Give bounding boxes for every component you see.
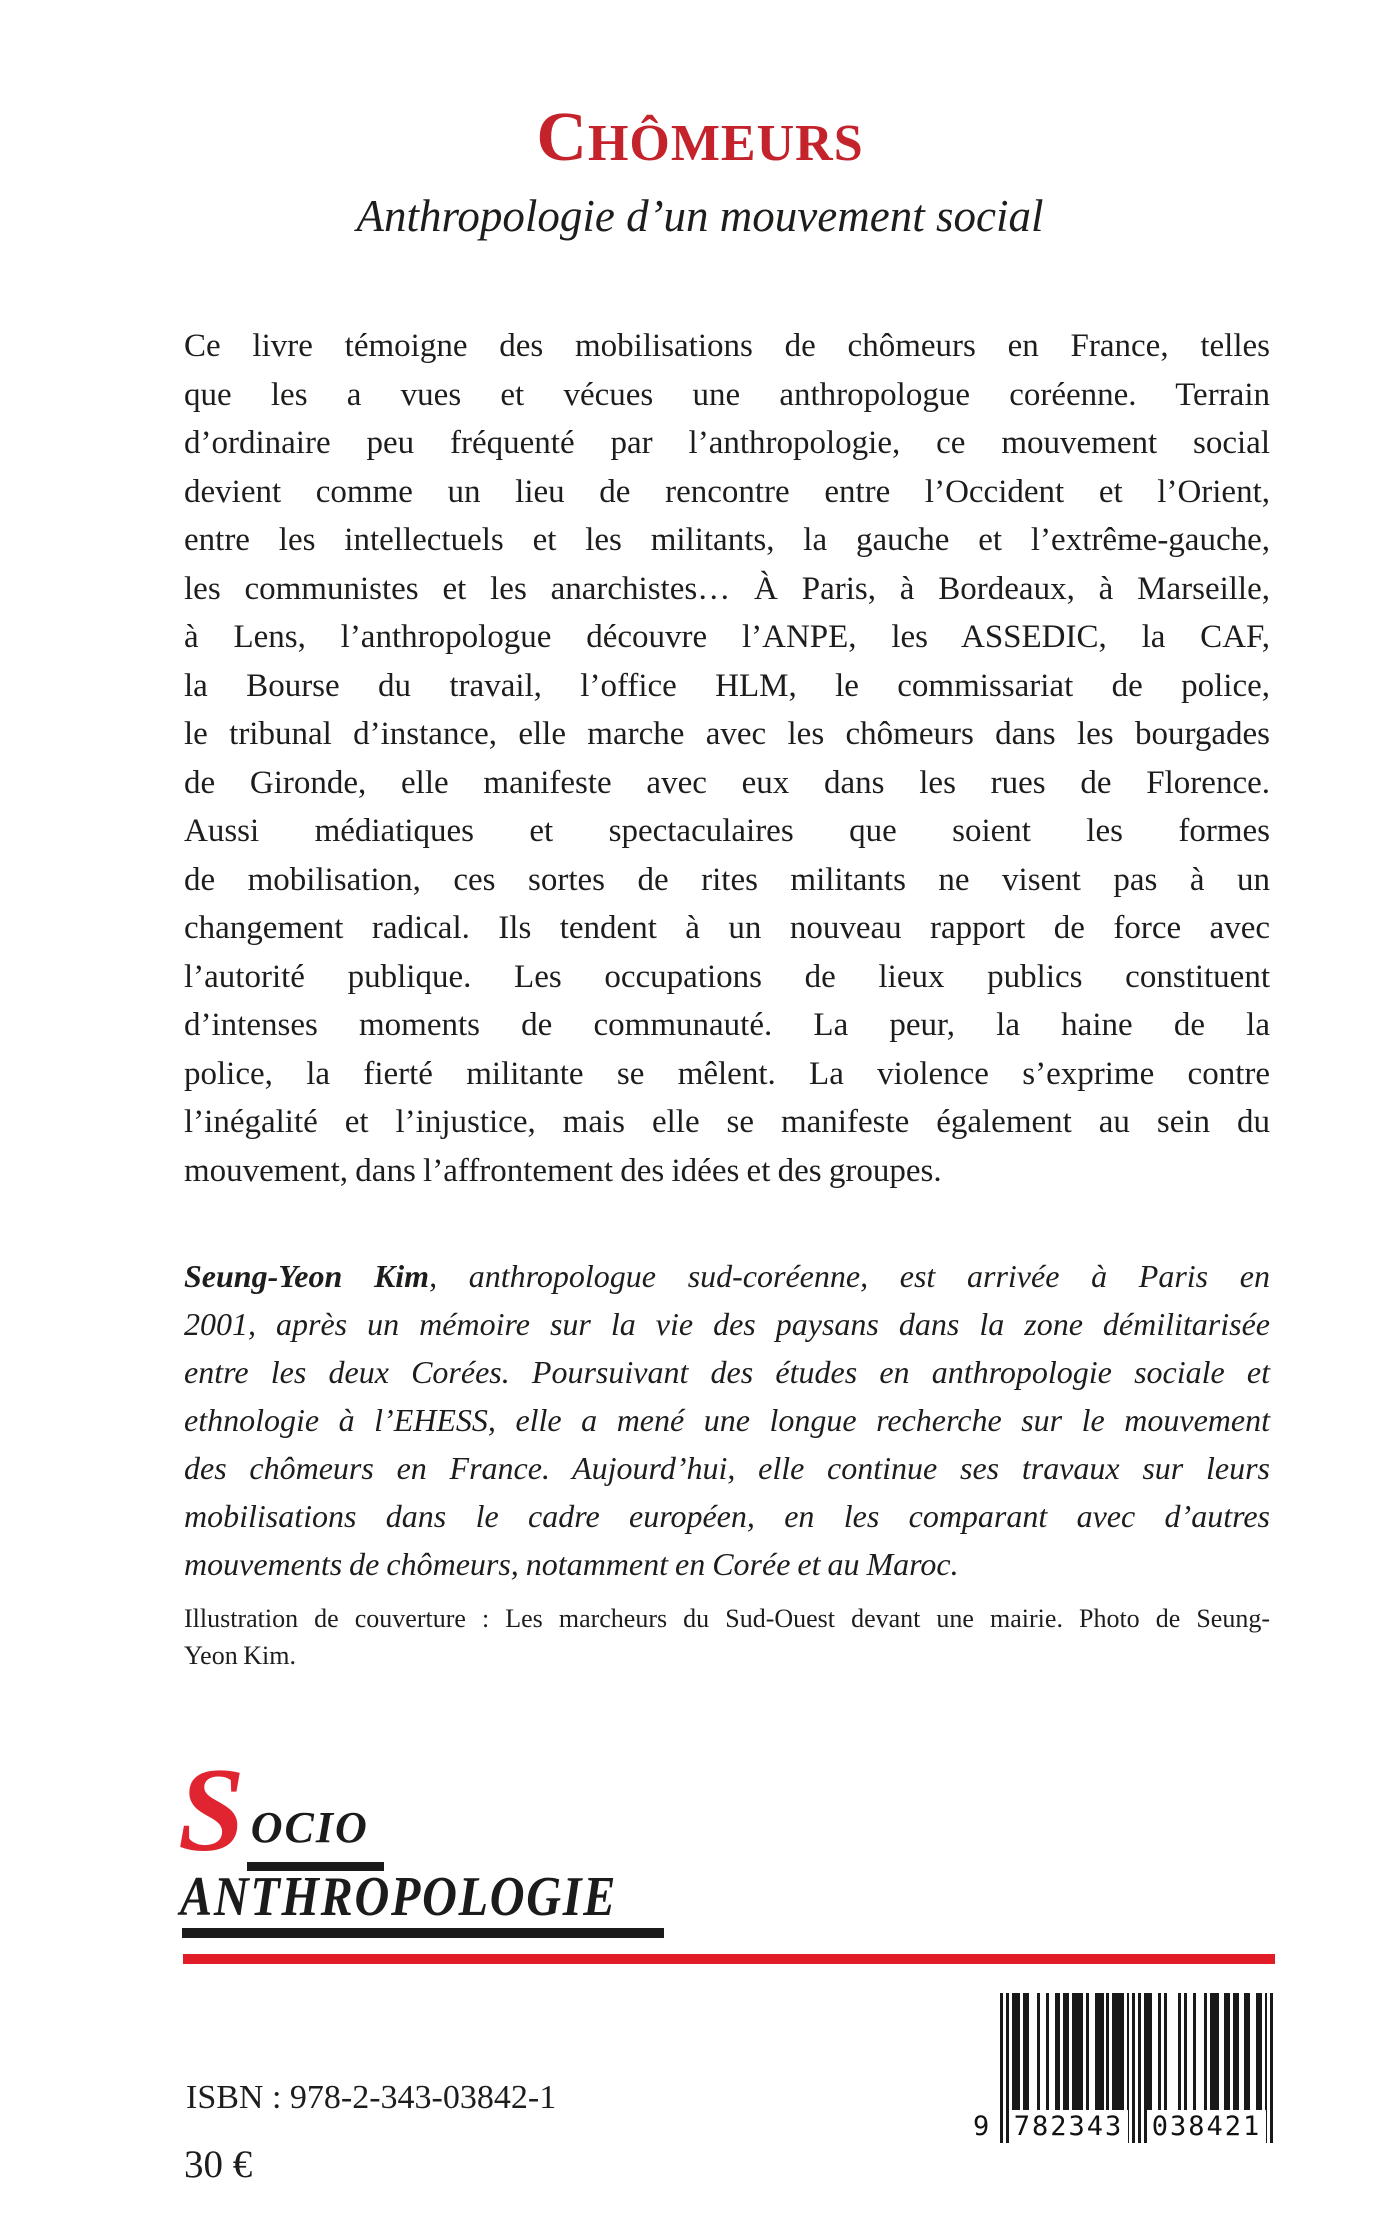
text-line: l’inégalité et l’injustice, mais elle se manifeste également au sein du xyxy=(184,1104,1270,1140)
text-line: à Lens, l’anthropologue découvre l’ANPE, les ASSEDIC, la CAF, xyxy=(184,619,1270,655)
text-line: de mobilisation, ces sortes de rites militants ne visent pas à un xyxy=(184,861,1270,898)
price-text: 30 € xyxy=(184,2143,253,2186)
author-bio xyxy=(184,1252,1270,1588)
text-line: l’autorité publique. Les occupations de lieux publics constituent xyxy=(184,958,1270,995)
bio-first-line-rest: , anthropologue sud-coréenne, est arrivée à Paris en xyxy=(429,1258,1270,1294)
text-line: d’ordinaire peu fréquenté par l’anthropologie, ce mouvement social xyxy=(184,425,1270,461)
text-line: mouvements de chômeurs, notamment en Corée et au Maroc. xyxy=(184,1546,959,1582)
text-line: d’intenses moments de communauté. La peur, la haine de la xyxy=(184,1007,1270,1043)
logo-word-socio: OCIO xyxy=(250,1803,369,1852)
book-title-rest: HÔMEURS xyxy=(587,115,864,172)
text-line: mobilisations dans le cadre européen, en les comparant avec d’autres xyxy=(184,1498,1270,1534)
book-title-initial: C xyxy=(536,99,588,176)
text-line: entre les deux Corées. Poursuivant des études en anthropologie sociale et xyxy=(184,1354,1270,1390)
barcode-digits-group1: 782343 xyxy=(1009,2110,1128,2143)
book-title xyxy=(0,100,1400,187)
text-line: Aussi médiatiques et spectaculaires que soient les formes xyxy=(184,813,1270,849)
text-line: police, la fierté militante se mêlent. La violence s’exprime contre xyxy=(184,1055,1270,1092)
text-line: mouvement, dans l’affrontement des idées et des groupes. xyxy=(184,1152,942,1189)
collection-logo xyxy=(178,1743,369,1876)
text-line: les communistes et les anarchistes… À Paris, à Bordeaux, à Marseille, xyxy=(184,570,1270,607)
isbn-text: ISBN : 978-2-343-03842-1 xyxy=(186,2079,557,2116)
synopsis-paragraph-2 xyxy=(184,807,1270,1195)
logo-underline-bottom xyxy=(182,1928,664,1938)
text-line: 2001, après un mémoire sur la vie des paysans dans la zone démilitarisée xyxy=(184,1306,1270,1342)
cover-illustration-credit xyxy=(184,1600,1270,1674)
red-divider-rule xyxy=(183,1954,1275,1964)
text-line: des chômeurs en France. Aujourd’hui, elle continue ses travaux sur leurs xyxy=(184,1450,1270,1486)
text-line: changement radical. Ils tendent à un nouveau rapport de force avec xyxy=(184,910,1270,946)
text-line: le tribunal d’instance, elle marche avec les chômeurs dans les bourgades xyxy=(184,716,1270,752)
barcode-module xyxy=(1270,1993,1273,2143)
bio-first-line xyxy=(184,1252,1270,1300)
text-line: entre les intellectuels et les militants, la gauche et l’extrême-gauche, xyxy=(184,522,1270,558)
text-line: la Bourse du travail, l’office HLM, le commissariat de police, xyxy=(184,667,1270,704)
text-line: Illustration de couverture : Les marcheurs du Sud-Ouest devant une mairie. Photo de Seung- xyxy=(184,1604,1270,1633)
text-line: ethnologie à l’EHESS, elle a mené une longue recherche sur le mouvement xyxy=(184,1402,1270,1438)
text-line: de Gironde, elle manifeste avec eux dans les rues de Florence. xyxy=(184,764,1270,801)
logo-word-anthropologie: ANTHROPOLOGIE xyxy=(180,1866,618,1928)
barcode-digit-left: 9 xyxy=(973,2111,990,2142)
text-line: devient comme un lieu de rencontre entre l’Occident et l’Orient, xyxy=(184,473,1270,510)
barcode-digits-group2: 038421 xyxy=(1147,2110,1266,2143)
text-line: Ce livre témoigne des mobilisations de chômeurs en France, telles xyxy=(184,328,1270,364)
text-line: Yeon Kim. xyxy=(184,1641,296,1670)
synopsis-paragraph-1 xyxy=(184,322,1270,807)
barcode xyxy=(973,1993,1273,2143)
text-line: que les a vues et vécues une anthropologue coréenne. Terrain xyxy=(184,376,1270,413)
book-subtitle: Anthropologie d’un mouvement social xyxy=(356,191,1044,241)
author-name: Seung-Yeon Kim xyxy=(184,1258,430,1294)
logo-initial-s: S xyxy=(178,1743,245,1876)
